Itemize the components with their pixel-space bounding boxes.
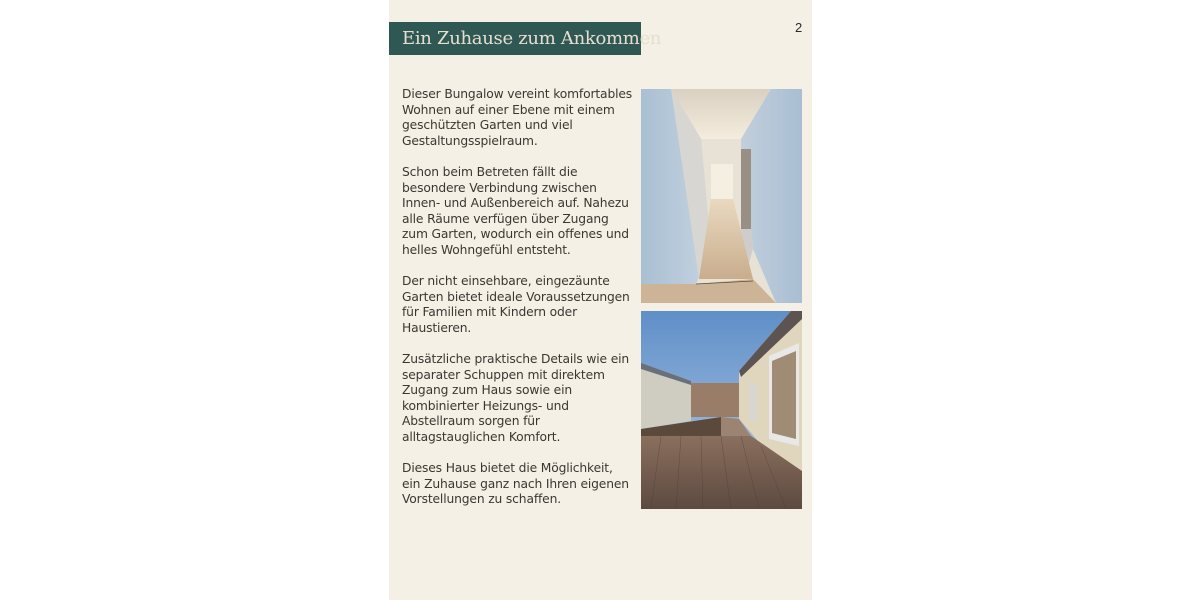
page-title: Ein Zuhause zum Ankommen	[402, 28, 662, 49]
garden-terrace-photo	[641, 311, 802, 509]
paragraph: Der nicht einsehbare, eingezäunte Garten bietet ideale Voraussetzungen für Familien mit Kindern oder Haustieren.	[402, 274, 630, 335]
paragraph: Zusätzliche praktische Details wie ein separater Schuppen mit direktem Zugang zum Haus sowie ein kombinierter Heizungs- und Abstellraum sorgen für alltagstauglichen Komfort.	[402, 352, 630, 445]
paragraph: Dieses Haus bietet die Möglichkeit, ein Zuhause ganz nach Ihren eigenen Vorstellungen zu schaffen.	[402, 461, 629, 507]
hallway-photo	[641, 89, 802, 303]
body-text	[402, 87, 634, 524]
title-banner	[389, 22, 662, 55]
paragraph: Schon beim Betreten fällt die besondere Verbindung zwischen Innen- und Außenbereich auf. Nahezu alle Räume verfügen über Zugang zum Garten, wodurch ein offenes und helles Wohngefühl entsteht.	[402, 164, 629, 257]
page-number: 2	[795, 20, 803, 35]
document-page	[389, 0, 812, 600]
paragraph: Dieser Bungalow vereint komfortables Wohnen auf einer Ebene mit einem geschützten Garten und viel Gestaltungsspielraum.	[402, 87, 633, 148]
